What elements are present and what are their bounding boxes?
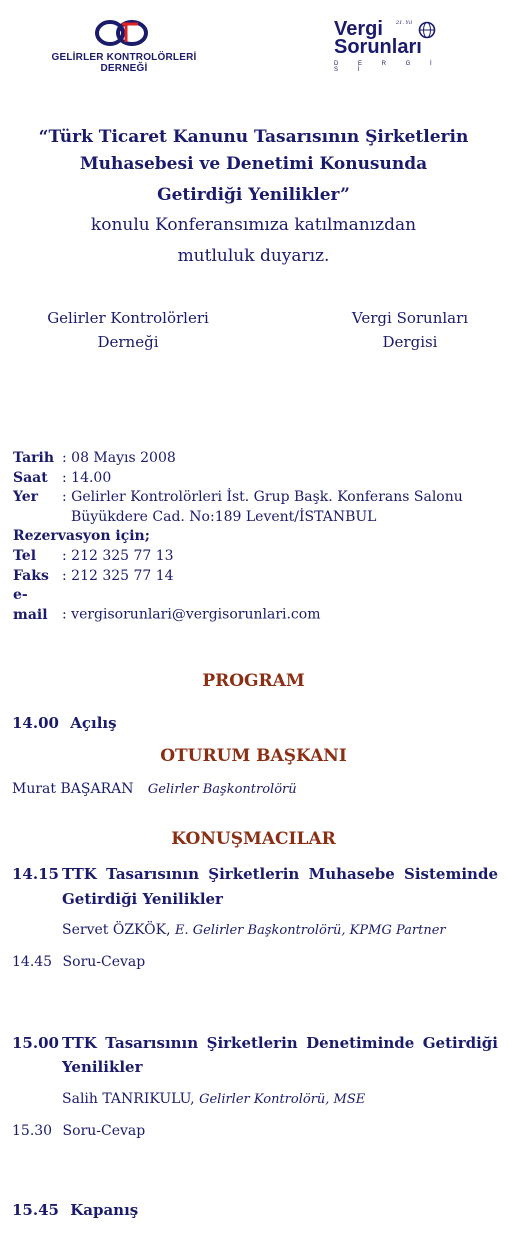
info-email-row [13,586,493,625]
qa2-time: 15.30 [12,1123,53,1139]
signature-right [300,309,507,351]
talk2-title-1: TTK Tasarısının Şirketlerin Denetiminde Getirdiği [62,1034,498,1052]
signature-left-line1: Gelirler Kontrolörleri [47,309,209,327]
talk1-speaker-row [62,922,446,938]
info-place-value-2: Büyükdere Cad. No:189 Levent/İSTANBUL [71,508,377,525]
signature-left-line2: Derneği [97,333,159,351]
qa1-time: 14.45 [12,954,53,970]
talk1-title-2: Getirdiği Yenilikler [62,890,223,908]
talk1-role: E. Gelirler Başkontrolörü, KPMG Partner [174,923,446,938]
qa1-label: Soru-Cevap [62,954,146,970]
talk2-title-2: Yenilikler [62,1058,143,1076]
vergi-sorunlari-logo [330,18,450,73]
opening-label: Açılış [70,714,117,732]
logo-word-dergisi: D E R G İ S İ [334,61,441,73]
closing-label: Kapanış [70,1201,139,1219]
info-place-label: Yer [13,489,39,506]
logo-badge-text: 21. Yıl [396,20,413,26]
gkd-emblem-icon [92,18,152,48]
info-tel-value: : 212 325 77 13 [62,547,174,564]
info-fax-value: : 212 325 77 14 [62,567,174,584]
info-time-value: : 14.00 [62,469,112,486]
qa2-row [12,1123,145,1139]
talk1-time: 14.15 [12,865,59,883]
gkd-logo [34,18,214,74]
chair-heading: OTURUM BAŞKANI [160,746,347,766]
info-date-value: : 08 Mayıs 2008 [62,450,176,466]
chair-row [12,781,297,797]
talk2-speaker: Salih TANRIKULU, [62,1091,195,1107]
info-tel-label: Tel [13,547,37,564]
chair-title: Gelirler Başkontrolörü [147,782,297,797]
info-place-row [13,488,493,508]
info-place-value-1: : Gelirler Kontrolörleri İst. Grup Başk. Konferans Salonu [62,489,463,506]
info-tel-row [13,547,493,567]
info-email-label: e-mail [13,587,48,623]
chair-name: Murat BAŞARAN [12,781,134,797]
logo-word-sorunlari: Sorunları [334,36,422,58]
signature-right-line1: Vergi Sorunları [351,309,469,327]
info-fax-label: Faks [13,567,49,584]
talk1-speaker: Servet ÖZKÖK, [62,922,171,938]
speakers-heading: KONUŞMACILAR [171,829,336,849]
qa2-label: Soru-Cevap [62,1123,146,1139]
info-time-row [13,469,493,489]
program-heading: PROGRAM [202,671,305,691]
talk2-time: 15.00 [12,1034,59,1052]
qa1-row [12,954,145,970]
info-time-label: Saat [13,469,48,486]
info-date-label: Tarih [13,450,55,466]
program-closing [12,1201,138,1219]
logo-word-vergi: Vergi [334,18,383,40]
opening-time: 14.00 [12,714,59,732]
title-line-3: Getirdiği Yenilikler” [157,185,350,205]
title-line-2: Muhasebesi ve Denetimi Konusunda [79,154,428,174]
signature-right-line2: Dergisi [382,333,438,351]
talk2-speaker-row [62,1091,365,1107]
talk1-title-1: TTK Tasarısının Şirketlerin Muhasebe Sisteminde [62,865,498,883]
info-reservation-label: Rezervasyon için; [13,528,150,545]
program-opening [12,714,117,732]
gkd-logo-text: GELİRLER KONTROLÖRLERİ DERNEĞİ [51,52,197,74]
info-date-row [13,449,493,469]
closing-time: 15.45 [12,1201,59,1219]
signature-left [18,309,238,351]
title-line-4: konulu Konferansımıza katılmanızdan [90,215,417,235]
event-info [13,449,493,625]
info-fax-row [13,567,493,587]
info-email-value[interactable]: : vergisorunlari@vergisorunlari.com [62,606,321,623]
title-line-1: “Türk Ticaret Kanunu Tasarısının Şirketlerin [38,127,469,147]
talk2-role: Gelirler Kontrolörü, MSE [199,1092,366,1107]
title-line-5: mutluluk duyarız. [177,246,330,266]
